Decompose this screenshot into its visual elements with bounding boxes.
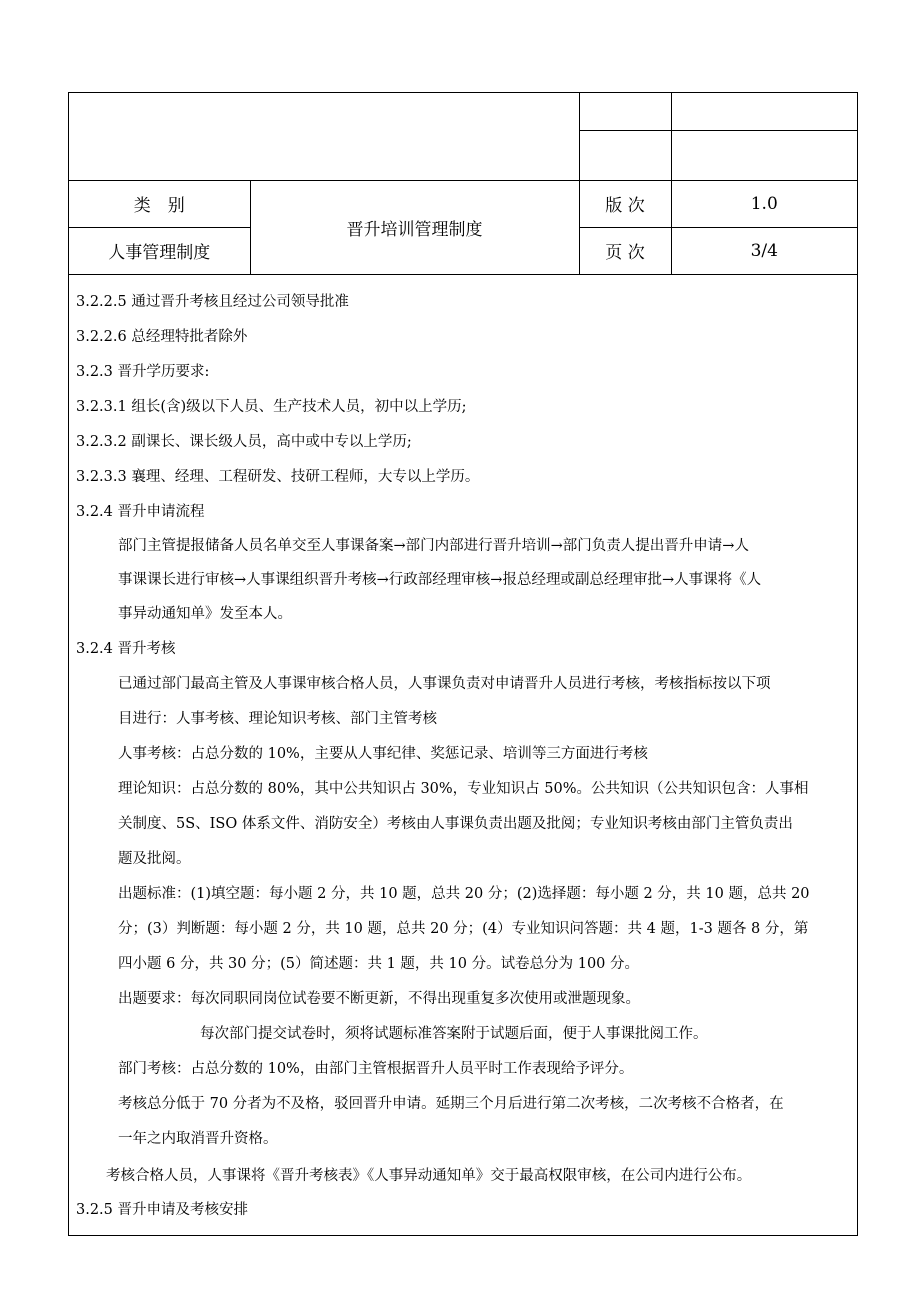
category-value: 人事管理制度 [69,227,250,274]
text-line: 出题要求：每次同职同岗位试卷要不断更新，不得出现重复多次使用或泄题现象。 [118,991,640,1007]
text-line: 题及批阅。 [118,851,191,867]
text-line: 部门主管提报储备人员名单交至人事课备案→部门内部进行晋升培训→部门负责人提出晋升申请→人 [118,538,749,554]
text-line: 人事考核：占总分数的 10%，主要从人事纪律、奖惩记录、培训等三方面进行考核 [118,746,648,762]
text-line: 事异动通知单》发至本人。 [118,606,292,622]
text-line: 3.2.3 晋升学历要求: [76,364,210,380]
header-empty-cell [671,130,857,180]
text-line: 每次部门提交试卷时，须将试题标准答案附于试题后面，便于人事课批阅工作。 [200,1026,708,1042]
header-empty-cell [671,93,857,130]
document-frame [68,92,858,1236]
header-table [69,93,857,275]
text-line: 已通过部门最高主管及人事课审核合格人员，人事课负责对申请晋升人员进行考核，考核指标按以下项 [118,676,771,692]
text-line: 3.2.3.2 副课长、课长级人员，高中或中专以上学历; [76,434,412,450]
text-line: 部门考核：占总分数的 10%，由部门主管根据晋升人员平时工作表现给予评分。 [118,1061,634,1077]
version-label: 版 次 [579,180,671,227]
category-label: 类 别 [69,180,250,227]
text-line: 事课课长进行审核→人事课组织晋升考核→行政部经理审核→报总经理或副总经理审批→人事课将《人 [118,572,762,588]
text-line: 分；(3）判断题：每小题 2 分，共 10 题，总共 20 分；(4）专业知识问答题：共 4 题，1-3 题各 8 分，第 [118,921,809,937]
text-line: 3.2.5 晋升申请及考核安排 [76,1202,249,1218]
text-line: 理论知识：占总分数的 80%，其中公共知识占 30%，专业知识占 50%。公共知识（公共知识包含：人事相 [118,781,809,797]
document-title: 晋升培训管理制度 [250,180,579,274]
text-line: 考核总分低于 70 分者为不及格，驳回晋升申请。延期三个月后进行第二次考核，二次考核不合格者，在 [118,1096,784,1112]
text-line: 出题标准：(1)填空题：每小题 2 分，共 10 题，总共 20 分；(2)选择题：每小题 2 分，共 10 题，总共 20 [118,886,810,902]
text-line: 目进行：人事考核、理论知识考核、部门主管考核 [118,711,437,727]
version-value: 1.0 [671,180,857,227]
text-line: 一年之内取消晋升资格。 [118,1131,278,1147]
text-line: 关制度、5S、ISO 体系文件、消防安全）考核由人事课负责出题及批阅；专业知识考核由部门主管负责出 [118,816,793,832]
text-line: 3.2.3.3 襄理、经理、工程研发、技研工程师，大专以上学历。 [76,469,480,485]
page-value: 3/4 [671,227,857,274]
page-label: 页 次 [579,227,671,274]
header-blank-cell [69,93,579,180]
text-line: 3.2.4 晋升考核 [76,641,176,657]
text-line: 3.2.2.5 通过晋升考核且经过公司领导批准 [76,294,349,310]
text-line: 3.2.2.6 总经理特批者除外 [76,329,248,345]
header-empty-cell [579,130,671,180]
header-empty-cell [579,93,671,130]
text-line: 3.2.3.1 组长(含)级以下人员、生产技术人员，初中以上学历; [76,399,467,415]
text-line: 考核合格人员，人事课将《晋升考核表》《人事异动通知单》交于最高权限审核，在公司内进行公布。 [106,1168,752,1184]
text-line: 3.2.4 晋升申请流程 [76,504,205,520]
text-line: 四小题 6 分，共 30 分；(5）简述题：共 1 题，共 10 分。试卷总分为 100 分。 [118,956,639,972]
